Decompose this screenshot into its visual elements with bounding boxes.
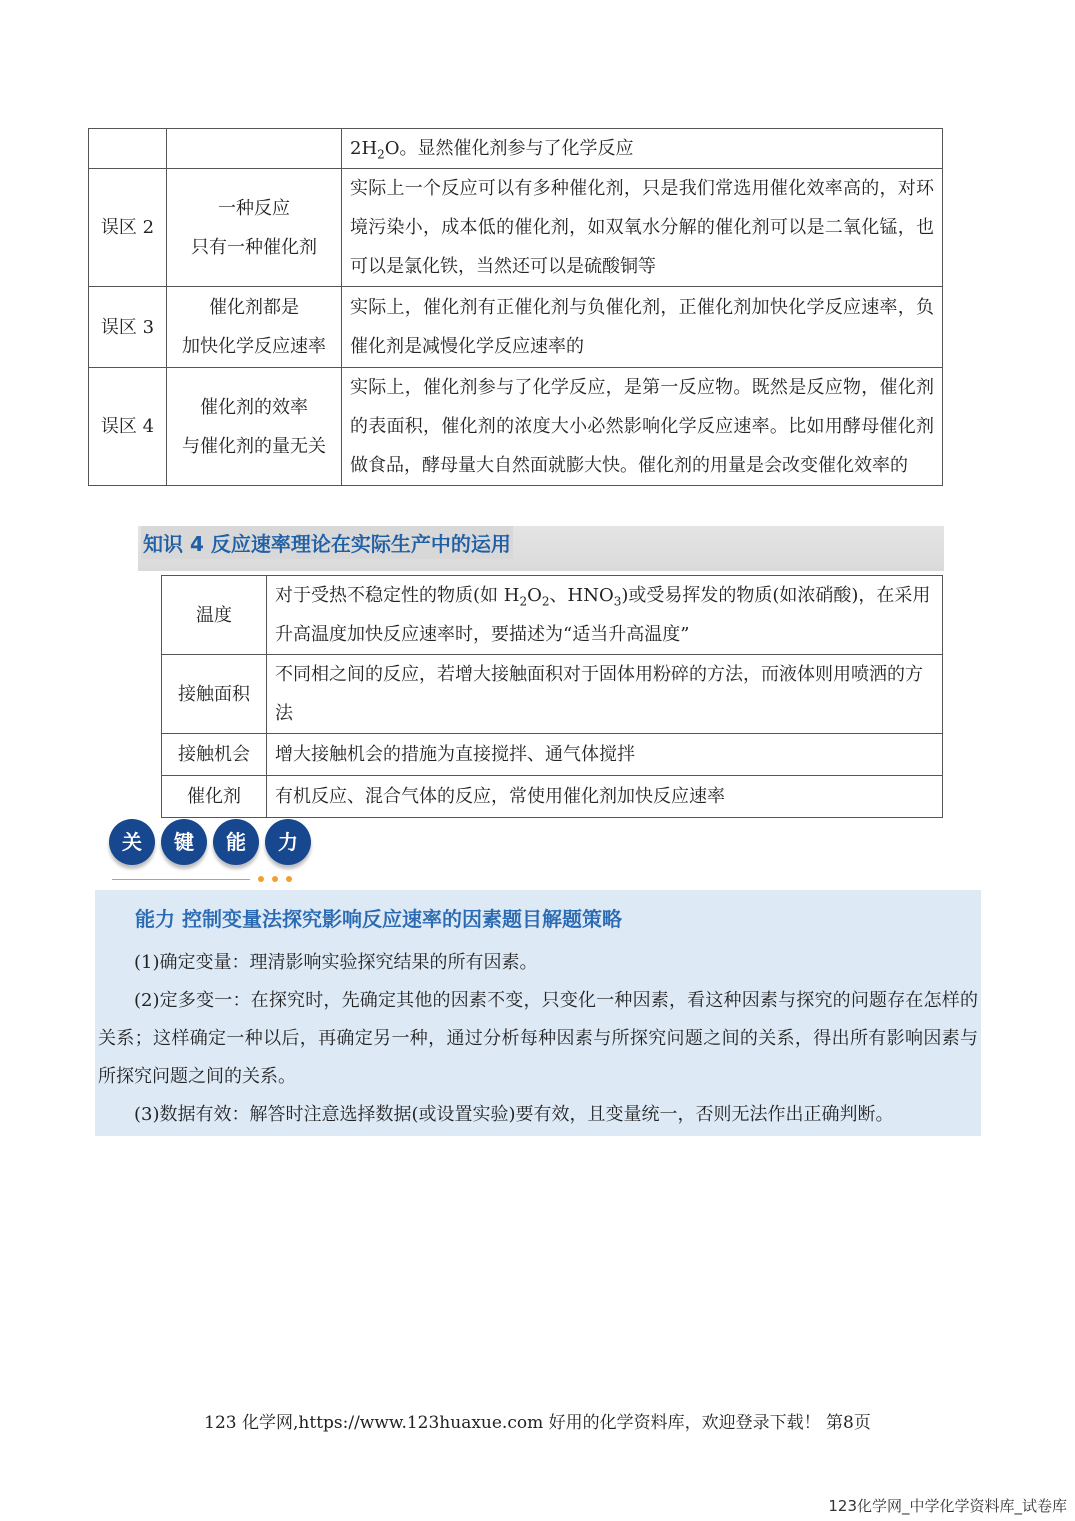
dot-icon [272,876,278,882]
ability-item: (2)定多变一：在探究时，先确定其他的因素不变，只变化一种因素，看这种因素与探究的问题存在怎样的关系；这样确定一种以后，再确定另一种，通过分析每种因素与所探究问题之间的关系，得出所有影响因素与所探究问题之间的关系。 [98,990,978,1087]
empty-cell [167,129,342,169]
ability-item: (1)确定变量：理清影响实验探究结果的所有因素。 [134,952,538,973]
misconception-claim: 一种反应 只有一种催化剂 [167,169,342,287]
misconception-claim: 催化剂都是 加快化学反应速率 [167,287,342,368]
badge-neng: 能 [213,819,259,865]
continuation-text: $2H_2O$。显然催化剂参与了化学反应 [342,129,943,169]
dot-icon [286,876,292,882]
application-table [161,575,943,818]
factor-key: 接触面积 [162,655,267,734]
page-footer: 123 化学网,https://www.123huaxue.com 好用的化学资料库，欢迎登录下载！ 第8页 [204,1413,871,1433]
misconception-explanation: 实际上一个反应可以有多种催化剂，只是我们常选用催化效率高的，对环境污染小，成本低的催化剂，如双氧水分解的催化剂可以是二氧化锰，也可以是氯化铁，当然还可以是硫酸铜等 [342,169,943,287]
table-row [89,368,943,486]
badge-jian: 键 [161,819,207,865]
watermark: 123化学网_中学化学资料库_试卷库 [828,1497,1067,1515]
ability-item: (3)数据有效：解答时注意选择数据(或设置实验)要有效，且变量统一，否则无法作出正确判断。 [134,1104,894,1125]
badge-li: 力 [265,819,311,865]
ability-body [98,944,978,1134]
table-row [162,776,943,818]
factor-text: 对于受热不稳定性的物质(如 $H_2O_2$、$HNO_3$)或受易挥发的物质(如浓硝酸)，在采用升高温度加快反应速率时，要描述为“适当升高温度” [267,576,943,655]
ability-title: 能力 控制变量法探究影响反应速率的因素题目解题策略 [135,907,622,931]
table-row [89,169,943,287]
section-heading: 知识 4 反应速率理论在实际生产中的运用 [141,526,513,559]
misconception-label: 误区 2 [89,169,167,287]
factor-key: 催化剂 [162,776,267,818]
empty-cell [89,129,167,169]
misconception-label: 误区 3 [89,287,167,368]
misconceptions-table [88,128,943,486]
factor-key: 接触机会 [162,734,267,776]
factor-text: 增大接触机会的措施为直接搅拌、通气体搅拌 [267,734,943,776]
dot-icon [258,876,264,882]
misconception-label: 误区 4 [89,368,167,486]
table-row [162,576,943,655]
factor-key: 温度 [162,576,267,655]
table-row [89,287,943,368]
misconception-explanation: 实际上，催化剂有正催化剂与负催化剂，正催化剂加快化学反应速率，负催化剂是减慢化学反应速率的 [342,287,943,368]
misconception-claim: 催化剂的效率 与催化剂的量无关 [167,368,342,486]
table-row [162,655,943,734]
factor-text: 有机反应、混合气体的反应，常使用催化剂加快反应速率 [267,776,943,818]
factor-text: 不同相之间的反应，若增大接触面积对于固体用粉碎的方法，而液体则用喷洒的方法 [267,655,943,734]
misconception-explanation: 实际上，催化剂参与了化学反应，是第一反应物。既然是反应物，催化剂的表面积，催化剂的浓度大小必然影响化学反应速率。比如用酵母催化剂做食品，酵母量大自然面就膨大快。催化剂的用量是会改变催化效率的 [342,368,943,486]
divider-line [112,879,250,880]
badge-guan: 关 [109,819,155,865]
table-row [162,734,943,776]
table-row [89,129,943,169]
